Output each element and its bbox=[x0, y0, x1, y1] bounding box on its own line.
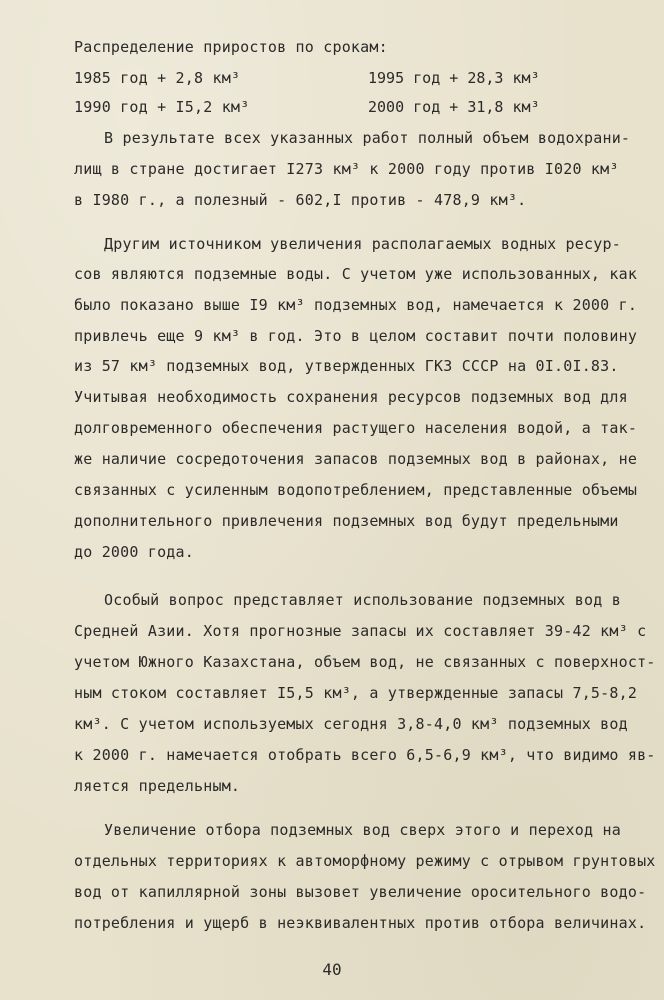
text-line: Другим источником увеличения располагаемых водных ресур- bbox=[104, 235, 621, 253]
text-line: Средней Азии. Хотя прогнозные запасы их составляет 39-42 км³ с bbox=[74, 622, 647, 640]
text-line: Распределение приростов по срокам: bbox=[74, 38, 388, 56]
text-line: 2000 год + 31,8 км³ bbox=[368, 98, 540, 116]
text-line: было показано выше I9 км³ подземных вод, намечается к 2000 г. bbox=[74, 296, 638, 314]
text-line: 1990 год + I5,2 км³ bbox=[74, 98, 250, 116]
text-line: Увеличение отбора подземных вод сверх этого и переход на bbox=[104, 821, 621, 839]
text-line: ным стоком составляет I5,5 км³, а утвержденные запасы 7,5-8,2 bbox=[74, 684, 638, 702]
text-line: дополнительного привлечения подземных вод будут предельными bbox=[74, 512, 619, 530]
text-line: долговременного обеспечения растущего населения водой, а так- bbox=[74, 419, 638, 437]
text-line: ляется предельным. bbox=[74, 777, 241, 795]
text-line: к 2000 г. намечается отобрать всего 6,5-6,9 км³, что видимо яв- bbox=[74, 746, 656, 764]
page-number: 40 bbox=[322, 960, 342, 979]
text-line: 1985 год + 2,8 км³ bbox=[74, 69, 241, 87]
text-line: сов являются подземные воды. С учетом уже использованных, как bbox=[74, 265, 638, 283]
text-line: км³. С учетом используемых сегодня 3,8-4,0 км³ подземных вод bbox=[74, 715, 628, 733]
text-line: до 2000 года. bbox=[74, 543, 194, 561]
text-line: из 57 км³ подземных вод, утвержденных ГКЗ СССР на 0I.0I.83. bbox=[74, 357, 619, 375]
text-line: привлечь еще 9 км³ в год. Это в целом составит почти половину bbox=[74, 327, 638, 345]
text-line: лищ в стране достигает I273 км³ к 2000 году против I020 км³ bbox=[74, 160, 619, 178]
text-line: отдельных территориях к автоморфному режиму с отрывом грунтовых bbox=[74, 852, 656, 870]
text-line: же наличие сосредоточения запасов подземных вод в районах, не bbox=[74, 450, 638, 468]
text-line: Особый вопрос представляет использование подземных вод в bbox=[104, 591, 621, 609]
text-line: в I980 г., а полезный - 602,I против - 478,9 км³. bbox=[74, 191, 527, 209]
text-line: В результате всех указанных работ полный объем водохрани- bbox=[104, 129, 631, 147]
text-line: потребления и ущерб в неэквивалентных против отбора величинах. bbox=[74, 914, 647, 932]
text-line: связанных с усиленным водопотреблением, представленные объемы bbox=[74, 481, 638, 499]
text-line: учетом Южного Казахстана, объем вод, не связанных с поверхност- bbox=[74, 653, 656, 671]
text-line: 1995 год + 28,3 км³ bbox=[368, 69, 540, 87]
text-line: вод от капиллярной зоны вызовет увеличение оросительного водо- bbox=[74, 883, 647, 901]
text-line: Учитывая необходимость сохранения ресурсов подземных вод для bbox=[74, 388, 628, 406]
